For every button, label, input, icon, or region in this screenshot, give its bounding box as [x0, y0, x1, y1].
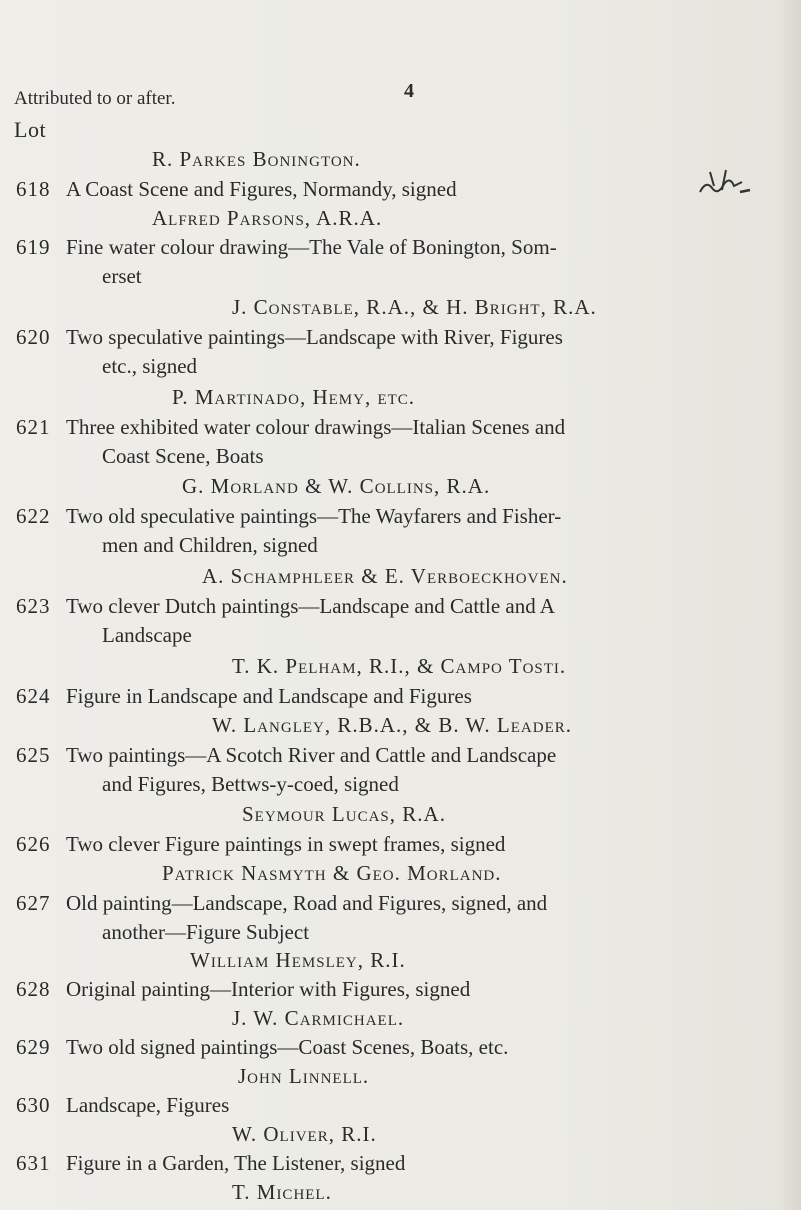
lot-number: 628 [16, 977, 51, 1001]
lot-number: 618 [16, 177, 51, 201]
lot-number: 619 [16, 235, 51, 259]
lot-description: Figure in Landscape and Landscape and Figures [66, 684, 472, 708]
lot-description: Two old speculative paintings—The Wayfarers and Fisher- [66, 504, 562, 528]
artist-line: John Linnell. [238, 1064, 370, 1088]
lot-description: Three exhibited water colour drawings—Italian Scenes and [66, 415, 566, 439]
lot-description-cont: etc., signed [102, 354, 198, 378]
lot-description: A Coast Scene and Figures, Normandy, signed [66, 177, 457, 201]
lot-number: 622 [16, 504, 51, 528]
artist-line: Patrick Nasmyth & Geo. Morland. [162, 861, 502, 885]
lot-number: 626 [16, 832, 51, 856]
lot-number: 620 [16, 325, 51, 349]
artist-line: P. Martinado, Hemy, etc. [172, 385, 416, 409]
lot-number: 631 [16, 1151, 51, 1175]
attribution-header: Attributed to or after. [14, 88, 176, 109]
artist-line: G. Morland & W. Collins, R.A. [182, 474, 491, 498]
page-edge-shadow [779, 0, 801, 1210]
artist-line: T. K. Pelham, R.I., & Campo Tosti. [232, 654, 567, 678]
lot-description: Original painting—Interior with Figures, signed [66, 977, 471, 1001]
artist-line: Alfred Parsons, A.R.A. [152, 206, 383, 230]
lot-description-cont: another—Figure Subject [102, 920, 310, 944]
lot-description: Two clever Dutch paintings—Landscape and Cattle and A [66, 594, 555, 618]
lot-description: Fine water colour drawing—The Vale of Bonington, Som- [66, 235, 557, 259]
lot-description-cont: men and Children, signed [102, 533, 318, 557]
lot-description: Two paintings—A Scotch River and Cattle and Landscape [66, 743, 557, 767]
artist-line: R. Parkes Bonington. [152, 147, 361, 171]
artist-line: Seymour Lucas, R.A. [242, 802, 446, 826]
artist-line: William Hemsley, R.I. [190, 948, 406, 972]
lot-number: 621 [16, 415, 51, 439]
lot-column-header: Lot [14, 117, 47, 142]
lot-description-cont: Coast Scene, Boats [102, 444, 264, 468]
lot-number: 624 [16, 684, 51, 708]
lot-description: Two clever Figure paintings in swept frames, signed [66, 832, 506, 856]
artist-line: J. Constable, R.A., & H. Bright, R.A. [232, 295, 597, 319]
lot-description: Old painting—Landscape, Road and Figures, signed, and [66, 891, 548, 915]
lot-description: Two speculative paintings—Landscape with River, Figures [66, 325, 563, 349]
artist-line: A. Schamphleer & E. Verboeckhoven. [202, 564, 568, 588]
lot-description-cont: erset [102, 264, 142, 288]
lot-number: 625 [16, 743, 51, 767]
artist-line: W. Oliver, R.I. [232, 1122, 377, 1146]
page-number: 4 [404, 80, 414, 102]
artist-line: T. Michel. [232, 1180, 332, 1204]
lot-number: 627 [16, 891, 51, 915]
lot-number: 629 [16, 1035, 51, 1059]
lot-description: Figure in a Garden, The Listener, signed [66, 1151, 406, 1175]
artist-line: J. W. Carmichael. [232, 1006, 405, 1030]
lot-number: 623 [16, 594, 51, 618]
lot-description-cont: and Figures, Bettws-y-coed, signed [102, 772, 399, 796]
lot-number: 630 [16, 1093, 51, 1117]
artist-line: W. Langley, R.B.A., & B. W. Leader. [212, 713, 572, 737]
lot-description: Two old signed paintings—Coast Scenes, Boats, etc. [66, 1035, 509, 1059]
lot-description-cont: Landscape [102, 623, 192, 647]
lot-description: Landscape, Figures [66, 1093, 230, 1117]
